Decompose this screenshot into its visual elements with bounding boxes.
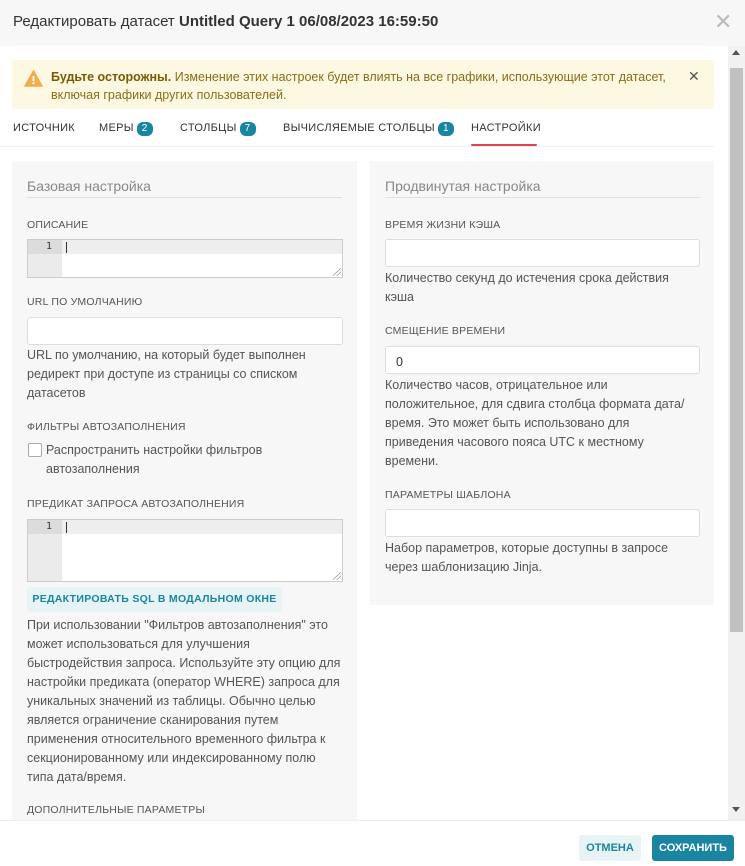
default-url-input[interactable] bbox=[27, 317, 343, 345]
editor-active-line bbox=[62, 520, 342, 534]
divider bbox=[27, 197, 342, 198]
tab-source[interactable] bbox=[13, 122, 75, 134]
description-editor[interactable] bbox=[27, 239, 343, 278]
tab-calculated-columns[interactable] bbox=[283, 122, 454, 136]
panel-title: Базовая настройка bbox=[27, 178, 151, 194]
panel-title: Продвинутая настройка bbox=[385, 178, 541, 194]
editor-active-line bbox=[62, 240, 342, 254]
advanced-settings-panel bbox=[370, 161, 714, 605]
divider bbox=[385, 197, 700, 198]
cache-timeout-label: ВРЕМЯ ЖИЗНИ КЭША bbox=[385, 219, 501, 231]
alert-close-icon[interactable]: ✕ bbox=[688, 68, 700, 84]
template-params-help: Набор параметров, которые доступны в запросе через шаблонизацию Jinja. bbox=[385, 541, 669, 574]
count-badge: 2 bbox=[137, 122, 153, 136]
save-button[interactable]: СОХРАНИТЬ bbox=[652, 835, 734, 861]
description-label: ОПИСАНИЕ bbox=[27, 219, 89, 231]
template-params-label: ПАРАМЕТРЫ ШАБЛОНА bbox=[385, 489, 511, 501]
modal-footer bbox=[0, 820, 745, 866]
scrollbar-thumb[interactable] bbox=[730, 68, 743, 632]
vertical-scrollbar[interactable] bbox=[728, 46, 745, 820]
warning-alert bbox=[12, 60, 714, 109]
modal-title-prefix: Редактировать датасет bbox=[13, 13, 175, 30]
line-number: 1 bbox=[45, 241, 52, 252]
modal-header bbox=[0, 0, 745, 46]
count-badge: 1 bbox=[438, 122, 454, 136]
tab-label: НАСТРОЙКИ bbox=[471, 122, 541, 134]
tab-label: МЕРЫ bbox=[99, 122, 134, 134]
autocomplete-filters-checkbox-label: Распространить настройки фильтров автозаполнения bbox=[46, 443, 263, 476]
predicate-editor[interactable] bbox=[27, 519, 343, 582]
predicate-help: При использовании "Фильтров автозаполнения" это может использоваться для улучшения быстродействия запроса. Используйте эту опцию для настройки предиката (оператор WHERE) запроса для уникальных значений из таблицы. Обычно целью является ограничение сканирования путем применения относительного временного фильтра к секционированному или индексированному полю типа дата/время. bbox=[27, 618, 341, 784]
tab-metrics[interactable] bbox=[99, 122, 153, 136]
scroll-up-icon[interactable] bbox=[732, 50, 740, 55]
time-offset-label: СМЕЩЕНИЕ ВРЕМЕНИ bbox=[385, 325, 506, 337]
active-tab-indicator bbox=[471, 144, 537, 146]
autocomplete-filters-label: ФИЛЬТРЫ АВТОЗАПОЛНЕНИЯ bbox=[27, 421, 186, 433]
tab-bar bbox=[0, 114, 714, 147]
tab-settings[interactable] bbox=[471, 122, 541, 134]
cache-timeout-help: Количество секунд до истечения срока действия кэша bbox=[385, 271, 669, 304]
default-url-help: URL по умолчанию, на который будет выполнен редирект при доступе из страницы со списком датасетов bbox=[27, 348, 306, 400]
warning-icon bbox=[24, 70, 43, 87]
cancel-button[interactable]: ОТМЕНА bbox=[579, 835, 641, 861]
tab-label: ИСТОЧНИК bbox=[13, 122, 76, 134]
time-offset-input[interactable]: 0 bbox=[385, 346, 700, 374]
dataset-name: Untitled Query 1 06/08/2023 16:59:50 bbox=[178, 13, 439, 30]
tab-label: СТОЛБЦЫ bbox=[180, 122, 237, 134]
text-cursor bbox=[66, 242, 67, 253]
extra-params-label: ДОПОЛНИТЕЛЬНЫЕ ПАРАМЕТРЫ bbox=[27, 804, 206, 816]
resize-handle-icon[interactable] bbox=[333, 572, 341, 580]
cache-timeout-input[interactable] bbox=[385, 239, 700, 267]
template-params-input[interactable] bbox=[385, 509, 700, 537]
text-cursor bbox=[66, 522, 67, 533]
modal-title bbox=[13, 13, 438, 30]
autocomplete-filters-checkbox[interactable] bbox=[28, 443, 42, 457]
alert-text: Изменение этих настроек будет влиять на все графики, использующие этот датасет, включая графики других пользователей. bbox=[51, 70, 666, 102]
default-url-label: URL ПО УМОЛЧАНИЮ bbox=[27, 296, 143, 308]
resize-handle-icon[interactable] bbox=[333, 268, 341, 276]
scroll-down-icon[interactable] bbox=[732, 807, 740, 812]
basic-settings-panel bbox=[12, 161, 357, 820]
line-number: 1 bbox=[45, 521, 52, 532]
tab-columns[interactable] bbox=[180, 122, 256, 136]
edit-sql-modal-button[interactable]: РЕДАКТИРОВАТЬ SQL В МОДАЛЬНОМ ОКНЕ bbox=[27, 587, 282, 612]
alert-message bbox=[51, 68, 671, 104]
modal-body bbox=[0, 46, 728, 820]
count-badge: 7 bbox=[240, 122, 256, 136]
predicate-label: ПРЕДИКАТ ЗАПРОСА АВТОЗАПОЛНЕНИЯ bbox=[27, 498, 245, 510]
tab-label: ВЫЧИСЛЯЕМЫЕ СТОЛБЦЫ bbox=[283, 122, 435, 134]
alert-strong: Будьте осторожны. bbox=[51, 70, 172, 84]
time-offset-help: Количество часов, отрицательное или положительное, для сдвига столбца формата дата/время. Это может быть использовано для приведения часового пояса UTC к местному времени. bbox=[385, 378, 685, 468]
close-icon[interactable]: ✕ bbox=[714, 9, 733, 34]
